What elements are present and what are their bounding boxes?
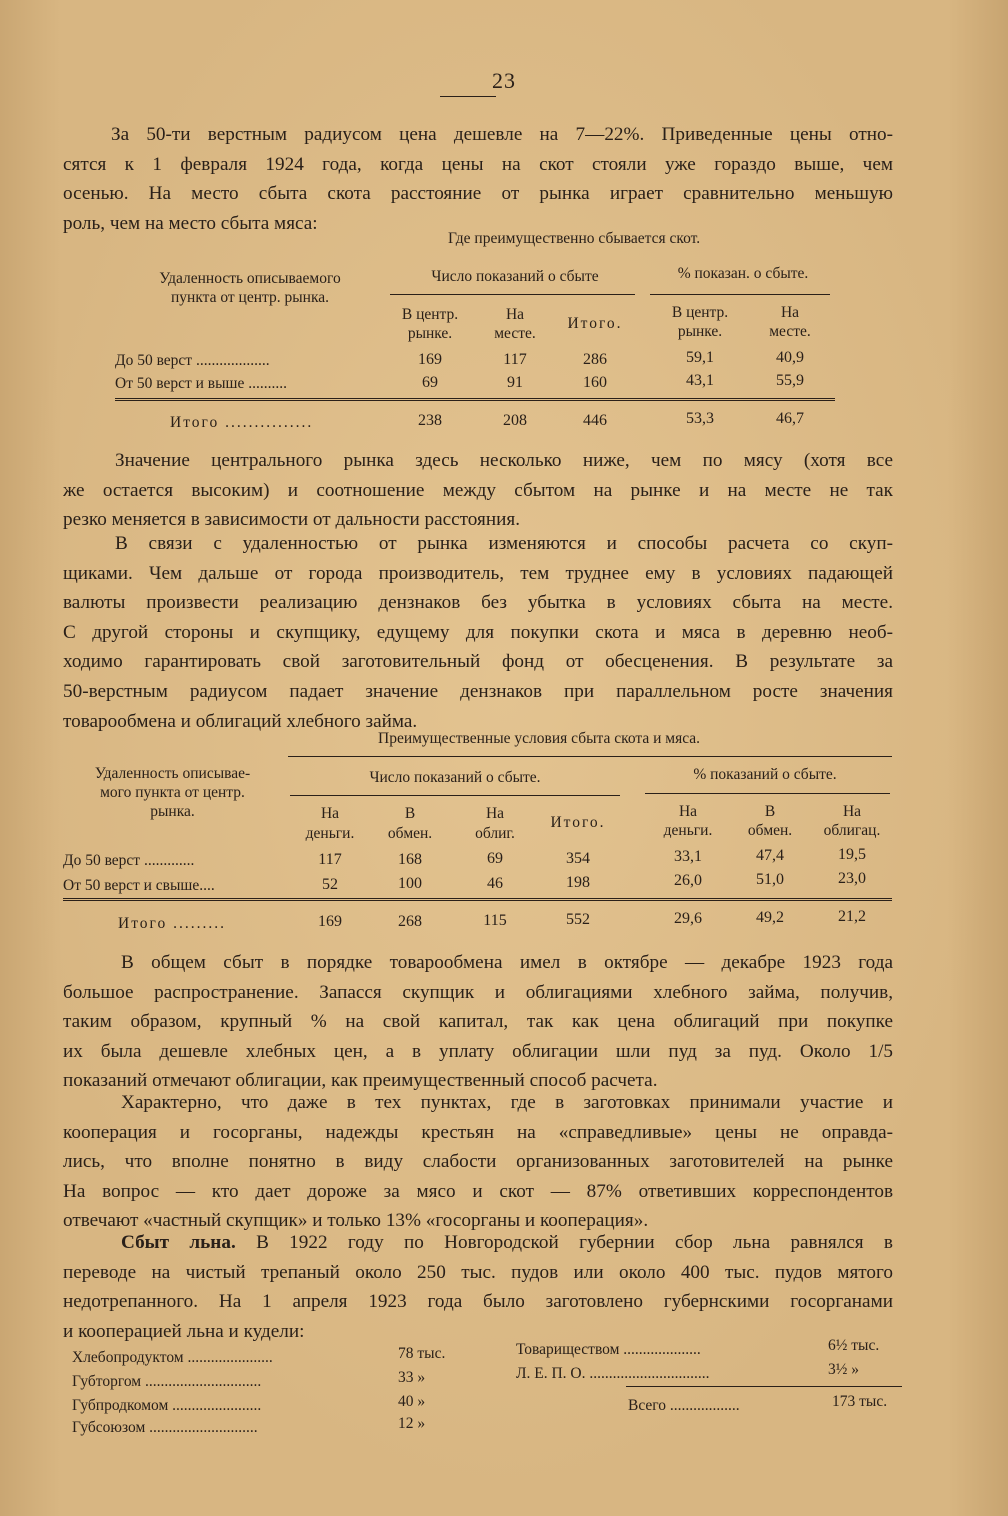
text-line: переводе на чистый трепаный около 250 тыс. пудов или около 400 тыс. пудов мятого — [63, 1261, 893, 1283]
cell: 40,9 — [776, 349, 804, 366]
cell: 286 — [583, 351, 607, 368]
text-line: показаний отмечают облигации, как преимущественный способ расчета. — [63, 1070, 658, 1092]
cell: 446 — [583, 412, 607, 429]
cell: 169 — [418, 351, 442, 368]
text-line: большое распространение. Запасся скупщик и облигациями хлебного займа, получив, — [63, 981, 893, 1003]
text-line: За 50-ти верстным радиусом цена дешевле на 7—22%. Приведенные цены отно- — [111, 124, 893, 145]
list-item-value: 12 » — [398, 1415, 426, 1432]
row-header-line: мого пункта от центр. — [100, 784, 245, 801]
cell: 117 — [318, 851, 342, 868]
cell: 69 — [422, 374, 438, 391]
group-header: % показаний о сбыте. — [693, 766, 837, 783]
text-line: и кооперацией льна и кудели: — [63, 1320, 305, 1342]
list-item-name: Товариществом .................... — [516, 1341, 701, 1358]
group-header: Число показаний о сбыте. — [369, 769, 541, 786]
col-header: обмен. — [747, 822, 793, 839]
row-label-total: Итого ............... — [170, 414, 314, 431]
row-header-line: Удаленность описываемого — [159, 270, 341, 287]
group-rule — [390, 294, 635, 295]
text-line: их была дешевле хлебных цен, а в уплату облигации шли пуд за пуд. Около 1/5 — [63, 1040, 893, 1062]
text-line: Значение центрального рынка здесь несколько ниже, чем по мясу (хотя все — [115, 450, 893, 471]
col-header: На — [505, 306, 525, 323]
col-header: рынке. — [677, 323, 723, 340]
group-header: % показан. о сбыте. — [677, 265, 809, 282]
col-header: На — [678, 803, 698, 820]
paragraph-6 — [63, 1228, 893, 1346]
page-number-rule — [440, 96, 496, 97]
col-header: деньги. — [663, 822, 713, 839]
text-line: недотрепанного. На 1 апреля 1923 года было заготовлено губернскими госорганами — [63, 1291, 893, 1313]
cell: 46 — [487, 875, 503, 892]
cell: 208 — [503, 412, 527, 429]
list-item-value: 78 тыс. — [398, 1345, 446, 1362]
sum-rule — [626, 1386, 902, 1387]
table-caption: Где преимущественно сбывается скот. — [448, 230, 701, 247]
cell: 69 — [487, 850, 503, 867]
col-header: В центр. — [401, 306, 459, 323]
list-item-value: 6½ тыс. — [828, 1337, 880, 1354]
cell: 268 — [398, 913, 422, 930]
cell: 51,0 — [756, 871, 784, 888]
text-line: осенью. На место сбыта скота расстояние от рынка играет сравнительно меньшую — [63, 183, 893, 205]
text-line — [63, 1228, 893, 1258]
col-header: облигац. — [823, 822, 881, 839]
text-line: лись, что вполне понятно в виду слабости организованных заготовителей на рынке — [63, 1151, 893, 1173]
text-line: В общем сбыт в порядке товарообмена имел в октябре — декабре 1923 года — [121, 952, 893, 973]
total-rule — [63, 898, 892, 901]
row-label: До 50 верст ............. — [63, 852, 195, 869]
cell: 59,1 — [686, 349, 714, 366]
text-line: С другой стороны и скупщику, едущему для покупки скота и мяса в деревню необ- — [63, 621, 893, 643]
paragraph-3 — [63, 529, 893, 736]
col-header: В — [404, 805, 416, 822]
group-rule — [650, 294, 830, 295]
row-label: От 50 верст и свыше.... — [63, 877, 215, 894]
text-line: 50-верстным радиусом падает значение дензнаков при параллельном росте значения — [63, 680, 893, 702]
total-value: 173 тыс. — [832, 1393, 888, 1410]
row-label: До 50 верст ................... — [115, 352, 270, 369]
cell: 160 — [583, 374, 607, 391]
cell: 21,2 — [838, 908, 866, 925]
cell: 49,2 — [756, 909, 784, 926]
cell: 53,3 — [686, 410, 714, 427]
cell: 238 — [418, 412, 442, 429]
text-line: таким образом, крупный % на свой капитал, так как цена облигаций при покупке — [63, 1011, 893, 1033]
col-header: облиг. — [475, 825, 515, 842]
header-top-rule — [288, 756, 892, 757]
cell: 43,1 — [686, 372, 714, 389]
cell: 117 — [503, 351, 527, 368]
col-header: деньги. — [305, 825, 355, 842]
table-caption: Преимущественные условия сбыта скота и мяса. — [378, 730, 701, 747]
row-header-line: Удаленность описывае- — [94, 765, 251, 782]
total-rule — [115, 398, 835, 401]
cell: 198 — [566, 874, 590, 891]
list-item-value: 33 » — [398, 1369, 426, 1386]
text-line: щиками. Чем дальше от города производитель, тем труднее ему в условиях падающей — [63, 562, 893, 584]
cell: 55,9 — [776, 372, 804, 389]
col-header: рынке. — [407, 325, 453, 342]
text-line: валюты произвести реализацию дензнаков без убытка в условиях сбыта на месте. — [63, 592, 893, 614]
col-header: На — [780, 304, 800, 321]
paragraph-1 — [63, 120, 893, 238]
cell: 552 — [566, 911, 590, 928]
cell: 169 — [318, 913, 342, 930]
col-header: обмен. — [387, 825, 433, 842]
cell: 29,6 — [674, 910, 702, 927]
col-header: На — [842, 803, 862, 820]
paragraph-2 — [63, 446, 893, 535]
list-item-name: Л. Е. П. О. ............................... — [516, 1365, 710, 1382]
col-header: Итого. — [567, 315, 623, 332]
text-line: роль, чем на место сбыта мяса: — [63, 212, 318, 234]
row-header-line: рынка. — [150, 803, 195, 820]
cell: 100 — [398, 875, 422, 892]
paragraph-5 — [63, 1088, 893, 1236]
cell: 354 — [566, 850, 590, 867]
cell: 33,1 — [674, 848, 702, 865]
cell: 26,0 — [674, 872, 702, 889]
section-heading: Сбыт льна. — [121, 1232, 236, 1253]
group-header: Число показаний о сбыте — [431, 268, 599, 285]
page-number: 23 — [492, 68, 516, 93]
text-run: В 1922 году по Новгородской губернии сбор льна равнялся в — [256, 1232, 893, 1253]
list-item-name: Губсоюзом ............................ — [72, 1419, 258, 1436]
list-item-value: 40 » — [398, 1393, 426, 1410]
group-rule — [290, 795, 620, 796]
row-header-line: пункта от центр. рынка. — [170, 289, 330, 306]
list-item-name: Хлебопродуктом ...................... — [72, 1349, 273, 1366]
cell: 47,4 — [756, 847, 784, 864]
text-line: кооперация и госорганы, надежды крестьян на «справедливые» цены не оправда- — [63, 1121, 893, 1143]
cell: 19,5 — [838, 846, 866, 863]
text-line: Характерно, что даже в тех пунктах, где в заготовках принимали участие и — [121, 1092, 893, 1113]
cell: 91 — [507, 374, 523, 391]
cell: 23,0 — [838, 870, 866, 887]
col-header: месте. — [769, 323, 811, 340]
text-line: В связи с удаленностью от рынка изменяются и способы расчета со скуп- — [115, 533, 893, 554]
cell: 168 — [398, 851, 422, 868]
row-label: От 50 верст и выше .......... — [115, 375, 287, 392]
col-header: В — [764, 803, 776, 820]
group-rule — [645, 793, 890, 794]
text-line: сятся к 1 февраля 1924 года, когда цены на скот стояли уже гораздо выше, чем — [63, 153, 893, 175]
list-item-value: 3½ » — [828, 1361, 859, 1378]
col-header: На — [485, 805, 505, 822]
text-line: ходимо гарантировать свой заготовительный фонд от обесценения. В результате за — [63, 651, 893, 673]
paragraph-4 — [63, 948, 893, 1096]
cell: 52 — [322, 876, 338, 893]
col-header: На — [320, 805, 340, 822]
col-header: Итого. — [550, 814, 606, 831]
text-line: товарообмена и облигаций хлебного займа. — [63, 710, 418, 732]
text-line: отвечают «частный скупщик» и только 13% «госорганы и кооперация». — [63, 1210, 649, 1232]
cell: 46,7 — [776, 410, 804, 427]
row-label-total: Итого ......... — [118, 915, 226, 932]
total-name: Всего .................. — [628, 1397, 740, 1414]
cell: 115 — [483, 912, 507, 929]
text-line: резко меняется в зависимости от дальности расстояния. — [63, 509, 521, 531]
col-header: В центр. — [671, 304, 729, 321]
text-line: же остается высоким) и соотношение между сбытом на рынке и на месте не так — [63, 479, 893, 501]
list-item-name: Губпродкомом ....................... — [72, 1397, 262, 1414]
col-header: месте. — [494, 325, 536, 342]
text-line: На вопрос — кто дает дороже за мясо и скот — 87% ответивших корреспондентов — [63, 1180, 893, 1202]
list-item-name: Губторгом .............................. — [72, 1373, 262, 1390]
